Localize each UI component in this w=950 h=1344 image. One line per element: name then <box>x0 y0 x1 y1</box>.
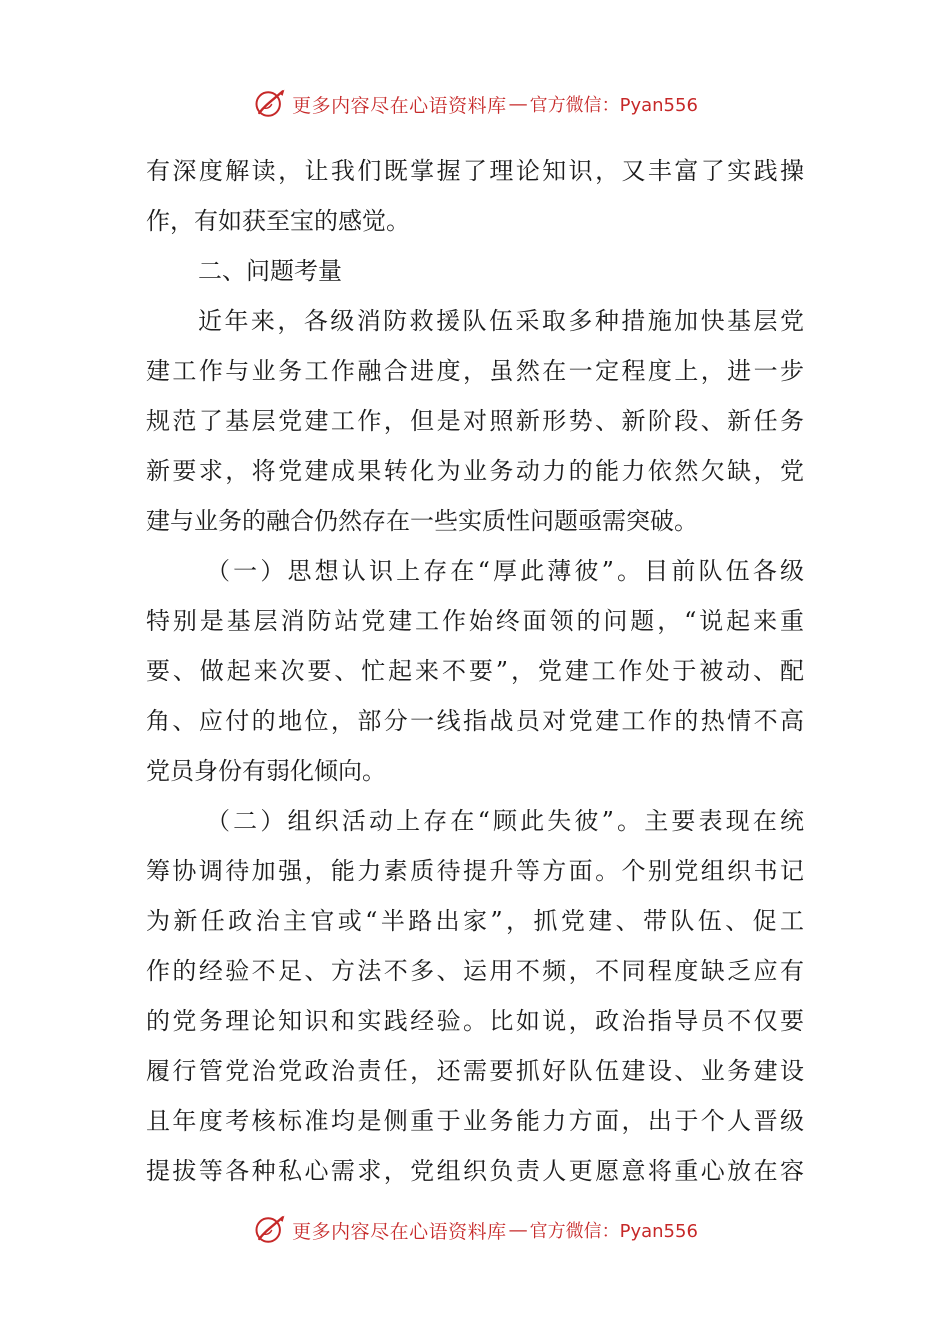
watermark-sub-text: 官方微信：Pyan556 <box>529 1221 698 1242</box>
text-line: （一）思想认识上存在“厚此薄彼”。目前队伍各级 <box>206 557 804 585</box>
section-heading: 二、问题考量 <box>198 257 342 285</box>
watermark-main-text: 更多内容尽在心语资料库 <box>292 1220 507 1243</box>
text-line: 建工作与业务工作融合进度，虽然在一定程度上，进一步 <box>146 357 804 385</box>
text-line: 履行管党治党政治责任，还需要抓好队伍建设、业务建设 <box>146 1057 804 1085</box>
text-line: （二）组织活动上存在“顾此失彼”。主要表现在统 <box>206 807 804 835</box>
watermark-dash: — <box>508 1219 528 1241</box>
header-watermark <box>0 82 950 126</box>
watermark-dash: — <box>508 93 528 115</box>
text-line: 新要求，将党建成果转化为业务动力的能力依然欠缺，党 <box>146 457 804 485</box>
footer-watermark <box>0 1208 950 1252</box>
text-line: 且年度考核标准均是侧重于业务能力方面，出于个人晋级 <box>146 1107 804 1135</box>
text-line: 提拔等各种私心需求，党组织负责人更愿意将重心放在容 <box>146 1157 804 1185</box>
text-line: 建与业务的融合仍然存在一些实质性问题亟需突破。 <box>146 507 698 535</box>
text-line: 近年来，各级消防救援队伍采取多种措施加快基层党 <box>198 307 804 335</box>
document-body <box>146 146 804 1196</box>
text-line: 特别是基层消防站党建工作始终面领的问题，“说起来重 <box>146 607 804 635</box>
text-line: 要、做起来次要、忙起来不要”，党建工作处于被动、配 <box>146 657 804 685</box>
watermark-main-text: 更多内容尽在心语资料库 <box>292 94 507 117</box>
text-line: 党员身份有弱化倾向。 <box>146 757 386 785</box>
pen-signature-icon <box>252 1212 288 1248</box>
text-line: 角、应付的地位，部分一线指战员对党建工作的热情不高 <box>146 707 804 735</box>
text-line: 作，有如获至宝的感觉。 <box>146 207 410 235</box>
watermark-sub-text: 官方微信：Pyan556 <box>529 95 698 116</box>
text-line: 的党务理论知识和实践经验。比如说，政治指导员不仅要 <box>146 1007 804 1035</box>
text-line: 为新任政治主官或“半路出家”，抓党建、带队伍、促工 <box>146 907 804 935</box>
text-line: 筹协调待加强，能力素质待提升等方面。个别党组织书记 <box>146 857 804 885</box>
text-line: 有深度解读，让我们既掌握了理论知识，又丰富了实践操 <box>146 157 804 185</box>
pen-signature-icon <box>252 86 288 122</box>
text-line: 规范了基层党建工作，但是对照新形势、新阶段、新任务 <box>146 407 804 435</box>
text-line: 作的经验不足、方法不多、运用不频，不同程度缺乏应有 <box>146 957 804 985</box>
